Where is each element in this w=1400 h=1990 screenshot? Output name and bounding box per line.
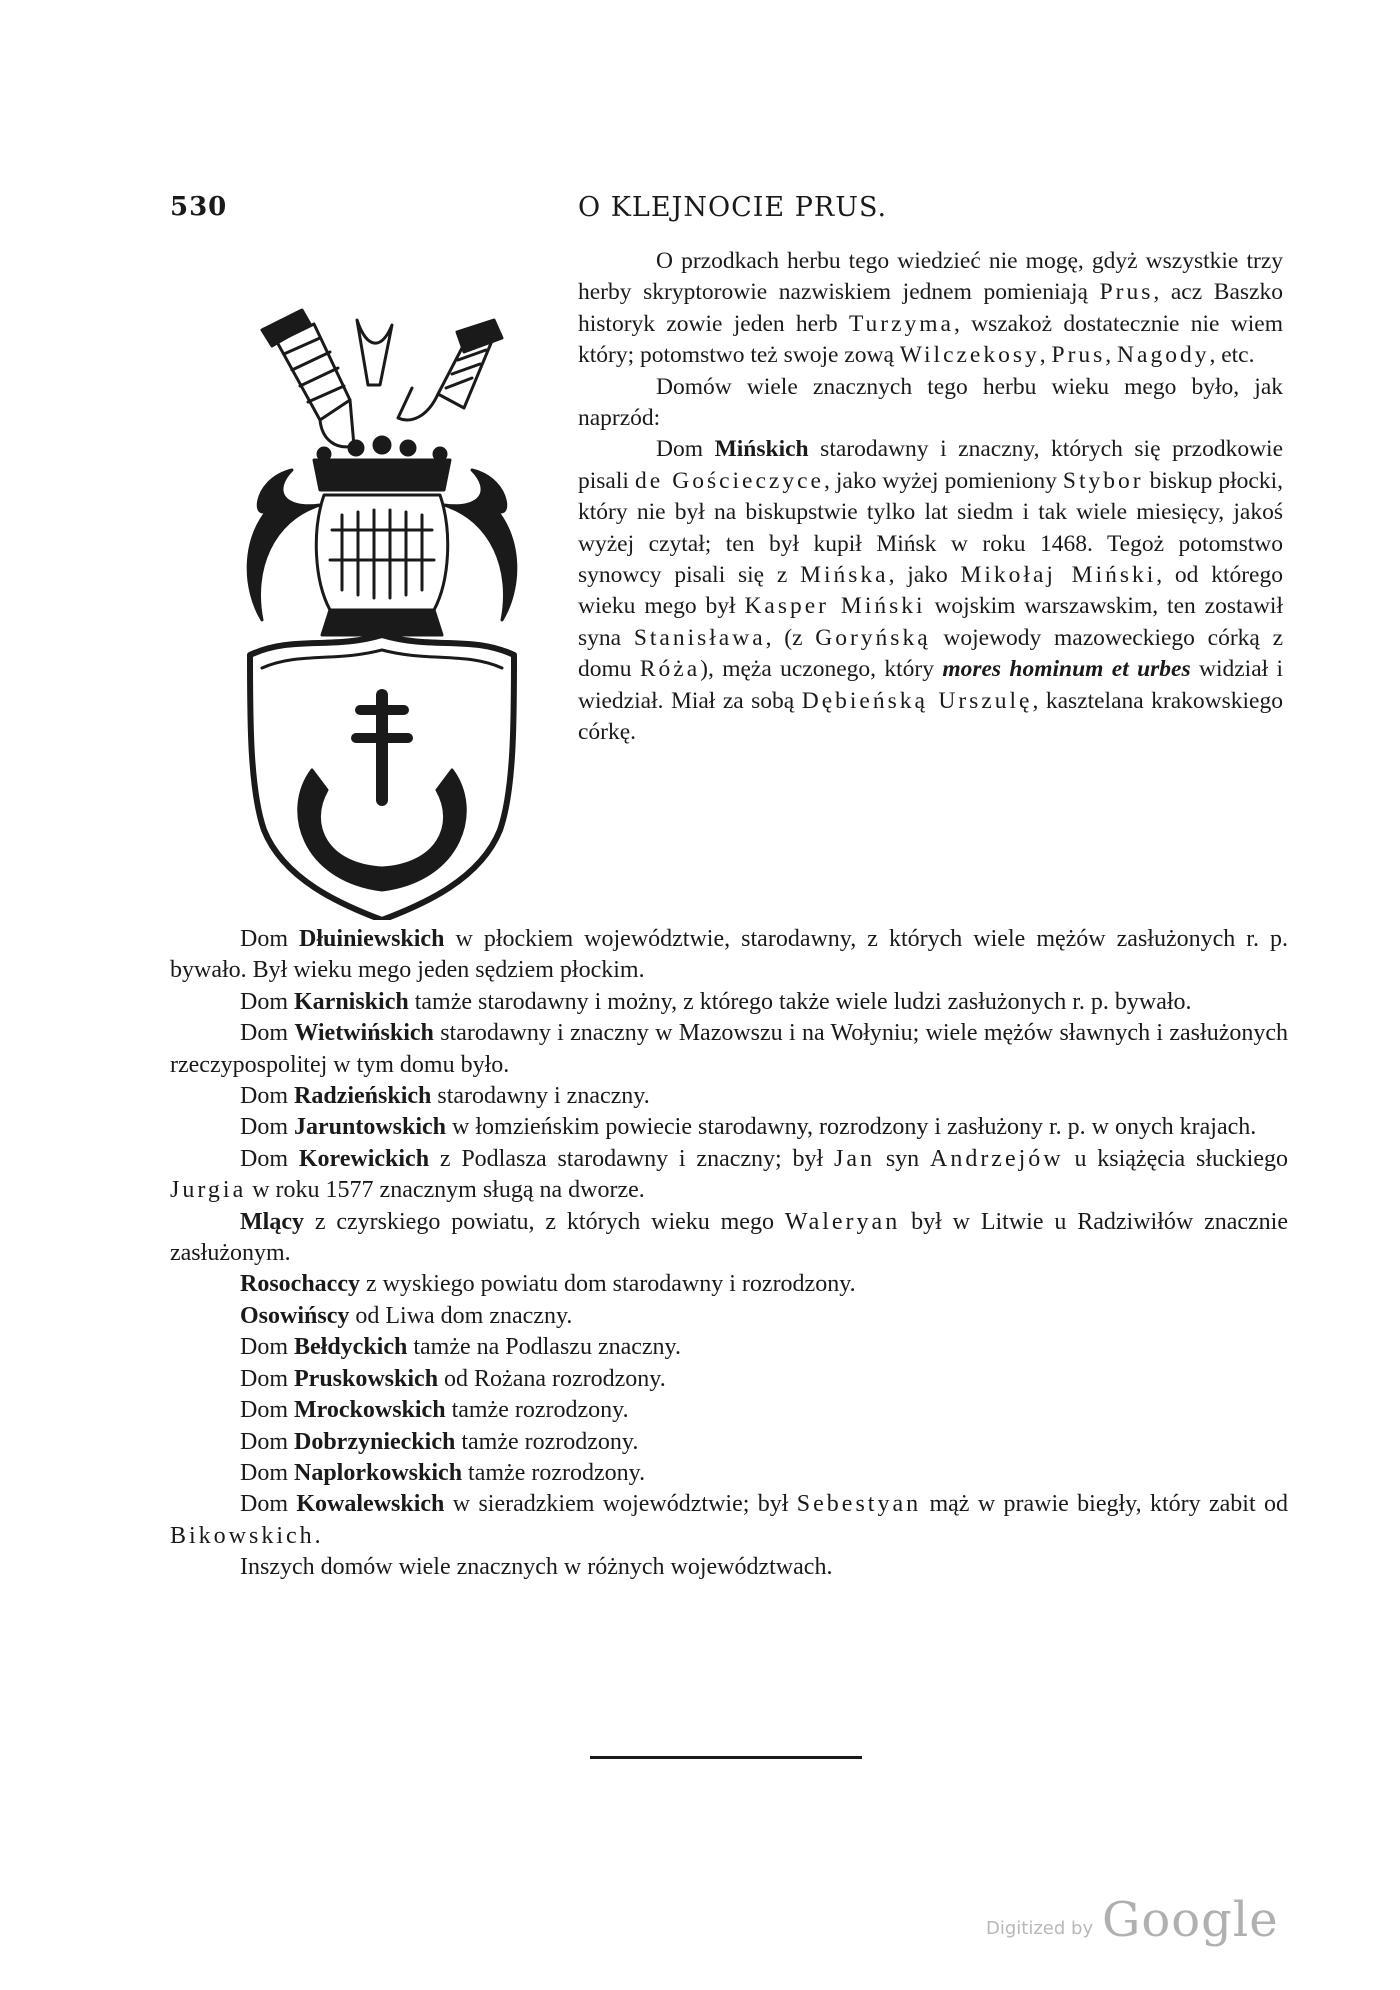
- column-paragraph: [578, 372, 1283, 435]
- coat-of-arms-icon: [232, 290, 532, 920]
- body-text: , jako wyżej pomieniony: [823, 467, 1063, 494]
- body-text: tamże starodawny i możny, z którego także wiele ludzi zasłużonych r. p. bywało.: [408, 988, 1192, 1015]
- body-text: z czyrskiego powiatu, z których wieku mego: [303, 1208, 785, 1235]
- digitized-by-label: Digitized by: [986, 1918, 1094, 1939]
- google-watermark: Google: [1102, 1892, 1279, 1948]
- body-paragraph: [170, 1112, 1288, 1143]
- body-text: , od którego wieku mego był: [578, 562, 1283, 620]
- emphasis-text: Jan: [834, 1145, 875, 1172]
- emphasis-text: Rosochaccy: [240, 1271, 360, 1298]
- body-text: syn: [875, 1145, 930, 1172]
- emphasis-text: Nagody: [1117, 342, 1210, 369]
- page-number: 530: [170, 192, 228, 222]
- emphasis-text: Wilczekosy: [899, 342, 1040, 369]
- body-text: Dom: [240, 1083, 294, 1110]
- body-text: Dom: [240, 1020, 295, 1047]
- body-text: wojskim warszawskim, ten zostawił syna: [578, 593, 1283, 651]
- emphasis-text: Mrockowskich: [294, 1397, 446, 1424]
- body-text: Dom: [656, 436, 715, 463]
- body-text: Domów wiele znacznych tego herbu wieku mego było, jak naprzód:: [578, 373, 1283, 432]
- body-text: z wyskiego powiatu dom starodawny i rozrodzony.: [359, 1271, 856, 1298]
- emphasis-text: Pruskowskich: [294, 1365, 439, 1392]
- body-text: , kasztelana krakowskiego córkę.: [578, 687, 1283, 746]
- body-text: Inszych domów wiele znacznych w różnych województwach.: [240, 1554, 833, 1581]
- emphasis-text: Radzieńskich: [294, 1083, 432, 1110]
- body-text: .: [314, 1522, 321, 1549]
- emphasis-text: Wietwińskich: [294, 1020, 434, 1047]
- emphasis-text: Mińskich: [714, 436, 809, 463]
- body-text: starodawny i znaczny, których się przodkowie pisali: [578, 436, 1284, 494]
- emphasis-text: Prus: [1051, 342, 1106, 369]
- emphasis-text: Dłuiniewskich: [299, 926, 445, 952]
- emphasis-text: Sebestyan: [796, 1491, 922, 1518]
- body-text: w płockiem województwie, starodawny, z których wiele mężów zasłużonych r. p. bywało. Był wieku mego jeden sędziem płockim.: [170, 926, 1289, 984]
- emphasis-text: Osowińscy: [240, 1302, 350, 1329]
- body-text: , etc.: [1209, 342, 1255, 369]
- body-paragraph: [170, 1395, 1288, 1426]
- emphasis-text: Mińska: [800, 562, 889, 589]
- emphasis-text: Jaruntowskich: [294, 1114, 447, 1141]
- emphasis-text: Prus: [1099, 279, 1154, 306]
- body-text: tamże rozrodzony.: [455, 1428, 639, 1455]
- body-paragraph: [170, 1144, 1288, 1207]
- body-text: był w Litwie u Radziwiłów znacznie zasłużonym.: [170, 1208, 1288, 1267]
- body-text: tamże rozrodzony.: [445, 1397, 629, 1424]
- body-text: tamże rozrodzony.: [462, 1459, 646, 1486]
- body-text: starodawny i znaczny.: [431, 1083, 650, 1110]
- body-text: , (z: [765, 624, 816, 651]
- body-text: Dom: [240, 1365, 294, 1392]
- emphasis-text: Stanisława: [633, 624, 766, 651]
- body-text: Dom: [240, 1491, 297, 1518]
- column-paragraph: [578, 246, 1283, 372]
- body-text: mąż w prawie biegły, który zabit od: [921, 1491, 1288, 1518]
- emphasis-text: Mikołaj Miński: [960, 562, 1157, 589]
- body-paragraph: [170, 1018, 1288, 1081]
- body-text: Dom: [240, 1397, 294, 1424]
- body-paragraph: [170, 1081, 1288, 1112]
- text-column: [578, 246, 1283, 749]
- body-text: O przodkach herbu tego wiedzieć nie mogę, gdyż wszystkie trzy herby skryptorowie nazwiskiem jednem pomieniają: [578, 248, 1283, 306]
- closing-rule: [590, 1756, 862, 1759]
- emphasis-text: Goryńską: [815, 624, 931, 651]
- emphasis-text: Korewickich: [298, 1145, 430, 1172]
- body-text: w roku 1577 znacznym sługą na dworze.: [246, 1177, 645, 1204]
- body-paragraph: [170, 1207, 1288, 1270]
- emphasis-text: Bikowskich: [170, 1522, 315, 1549]
- body-paragraph: [170, 1427, 1288, 1458]
- body-text: wojewody mazoweckiego córką z domu: [578, 624, 1284, 683]
- emphasis-text: de Gościeczyce: [634, 467, 824, 494]
- emphasis-text: Dobrzynieckich: [294, 1428, 456, 1455]
- body-text: tamże na Podlaszu znaczny.: [407, 1334, 681, 1361]
- body-paragraph: [170, 1489, 1288, 1552]
- emphasis-text: Turzyma: [848, 310, 954, 337]
- emphasis-text: Kasper Miński: [744, 593, 926, 620]
- body-text: , jako: [888, 562, 961, 589]
- body-text: z Podlasza starodawny i znaczny; był: [429, 1145, 834, 1172]
- emphasis-text: Stybor: [1062, 467, 1144, 494]
- body-text: od Liwa dom znaczny.: [349, 1302, 573, 1329]
- body-text: ,: [1105, 342, 1118, 369]
- column-paragraph: [578, 434, 1283, 748]
- body-text: Dom: [240, 1428, 294, 1455]
- emphasis-text: Jurgia: [170, 1177, 247, 1204]
- body-text: ), męża uczonego, który: [700, 656, 943, 683]
- body-text: Dom: [240, 1459, 294, 1486]
- text-body: [170, 924, 1288, 1584]
- body-text: widział i wiedział. Miał za sobą: [578, 656, 1284, 714]
- emphasis-text: mores hominum et urbes: [942, 656, 1191, 683]
- body-paragraph: [170, 1269, 1288, 1300]
- body-paragraph: [170, 924, 1288, 987]
- body-text: Dom: [240, 988, 294, 1015]
- body-text: Dom: [240, 1334, 294, 1361]
- emphasis-text: Naplorkowskich: [294, 1459, 463, 1486]
- body-paragraph: [170, 987, 1288, 1018]
- body-text: u książęcia słuckiego: [1063, 1145, 1289, 1172]
- body-text: biskup płocki, który nie był na biskupstwie tylko lat siedm i tak wiele miesięcy, jakoś wyżej czytał; ten był kupił Mińsk w roku 1468. Tegoż potomstwo synowcy pisali się z: [578, 467, 1283, 589]
- body-paragraph: [170, 1364, 1288, 1395]
- body-paragraph: [170, 1332, 1288, 1363]
- body-text: , acz Baszko historyk zowie jeden herb: [578, 279, 1283, 337]
- emphasis-text: Kowalewskich: [296, 1491, 445, 1518]
- body-text: , wszakoż dostatecznie nie wiem który; potomstwo też swoje zową: [578, 310, 1283, 369]
- emphasis-text: Karniskich: [294, 988, 409, 1015]
- body-paragraph: [170, 1301, 1288, 1332]
- body-text: Dom: [240, 926, 300, 952]
- body-text: Dom: [240, 1145, 299, 1172]
- body-text: ,: [1039, 342, 1052, 369]
- emphasis-text: Mlący: [240, 1208, 304, 1235]
- body-text: starodawny i znaczny w Mazowszu i na Wołyniu; wiele mężów sławnych i zasłużonych rzeczypospolitej w tym domu było.: [170, 1020, 1288, 1078]
- emphasis-text: Dębieńską Urszulę: [801, 687, 1033, 714]
- running-title: O KLEJNOCIE PRUS.: [578, 192, 888, 223]
- emphasis-text: Waleryan: [784, 1208, 901, 1235]
- body-text: od Rożana rozrodzony.: [438, 1365, 666, 1392]
- body-text: w sieradzkiem województwie; był: [444, 1491, 797, 1518]
- emphasis-text: Róża: [639, 656, 701, 683]
- emphasis-text: Bełdyckich: [294, 1334, 408, 1361]
- body-paragraph: [170, 1458, 1288, 1489]
- body-text: Dom: [240, 1114, 294, 1141]
- body-text: w łomzieńskim powiecie starodawny, rozrodzony i zasłużony r. p. w onych krajach.: [446, 1114, 1257, 1141]
- body-paragraph: [170, 1552, 1288, 1583]
- emphasis-text: Andrzejów: [929, 1145, 1064, 1172]
